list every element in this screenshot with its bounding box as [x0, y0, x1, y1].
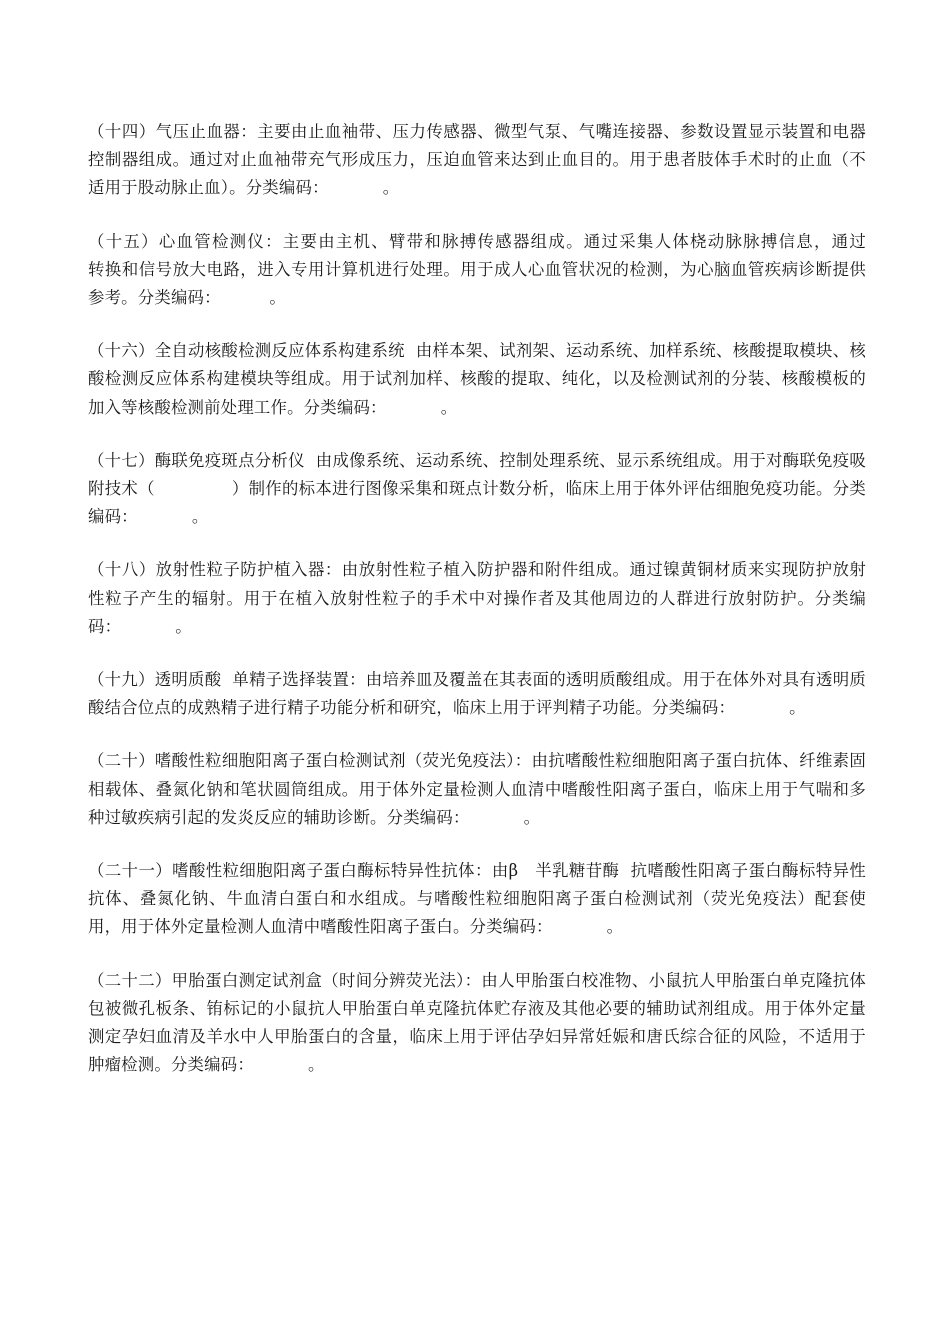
- entry-19: （十九）透明质酸 单精子选择装置：由培养皿及覆盖在其表面的透明质酸组成。用于在体外对具有透明质酸结合位点的成熟精子进行精子功能分析和研究，临床上用于评判精子功能。分类编码： 。: [88, 670, 866, 718]
- entry-15: （十五）心血管检测仪：主要由主机、臂带和脉搏传感器组成。通过采集人体桡动脉脉搏信息，通过 转换和信号放大电路，进入专用计算机进行处理。用于成人心血管状况的检测，为心脑血管疾病诊断提供参考。分类编码： 。: [88, 231, 904, 308]
- entry-14: （十四）气压止血器：主要由止血袖带、压力传感器、微型气泵、气嘴连接器、参数设置显示装置和电器控制器组成。通过对止血袖带充气形成压力，压迫血管来达到止血目的。用于患者肢体手术时的止血（不适用于股动脉止血）。分类编码： 。: [88, 122, 866, 198]
- entry-20: （二十）嗜酸性粒细胞阳离子蛋白检测试剂（荧光免疫法）：由抗嗜酸性粒细胞阳离子蛋白抗体、纤维素固相载体、叠氮化钠和笔状圆筒组成。用于体外定量检测人血清中嗜酸性阳离子蛋白，临床上用于气喘和多种过敏疾病引起的发炎反应的辅助诊断。分类编码： 。: [88, 751, 866, 827]
- entry-18: （十八）放射性粒子防护植入器：由放射性粒子植入防护器和附件组成。通过镍黄铜材质来实现防护放射性粒子产生的辐射。用于在植入放射性粒子的手术中对操作者及其他周边的人群进行放射防护。分类编码： 。: [88, 560, 866, 636]
- entry-21: （二十一）嗜酸性粒细胞阳离子蛋白酶标特异性抗体：由β 半乳糖苷酶 抗嗜酸性阳离子蛋白酶标特异性抗体、叠氮化钠、牛血清白蛋白和水组成。与嗜酸性粒细胞阳离子蛋白检测试剂（荧光免疫法）配套使用，用于体外定量检测人血清中嗜酸性阳离子蛋白。分类编码： 。: [88, 861, 866, 937]
- document-body: [88, 118, 904, 1079]
- entry-16: （十六）全自动核酸检测反应体系构建系统 由样本架、试剂架、运动系统、加样系统、核酸提取模块、核酸检测反应体系构建模块等组成。用于试剂加样、核酸的提取、纯化，以及检测试剂的分装、核酸模板的加入等核酸检测前处理工作。分类编码： 。: [88, 341, 866, 417]
- entry-17: （十七）酶联免疫斑点分析仪 由成像系统、运动系统、控制处理系统、显示系统组成。用于对酶联免疫吸附技术（ ）制作的标本进行图像采集和斑点计数分析，临床上用于体外评估细胞免疫功能。分类编码： 。: [88, 450, 866, 527]
- entry-22: （二十二）甲胎蛋白测定试剂盒（时间分辨荧光法）：由人甲胎蛋白校准物、小鼠抗人甲胎蛋白单克隆抗体包被微孔板条、铕标记的小鼠抗人甲胎蛋白单克隆抗体贮存液及其他必要的辅助试剂组成。用于体外定量测定孕妇血清及羊水中人甲胎蛋白的含量，临床上用于评估孕妇异常妊娠和唐氏综合征的风险，不适用于肿瘤检测。分类编码： 。: [88, 970, 866, 1075]
